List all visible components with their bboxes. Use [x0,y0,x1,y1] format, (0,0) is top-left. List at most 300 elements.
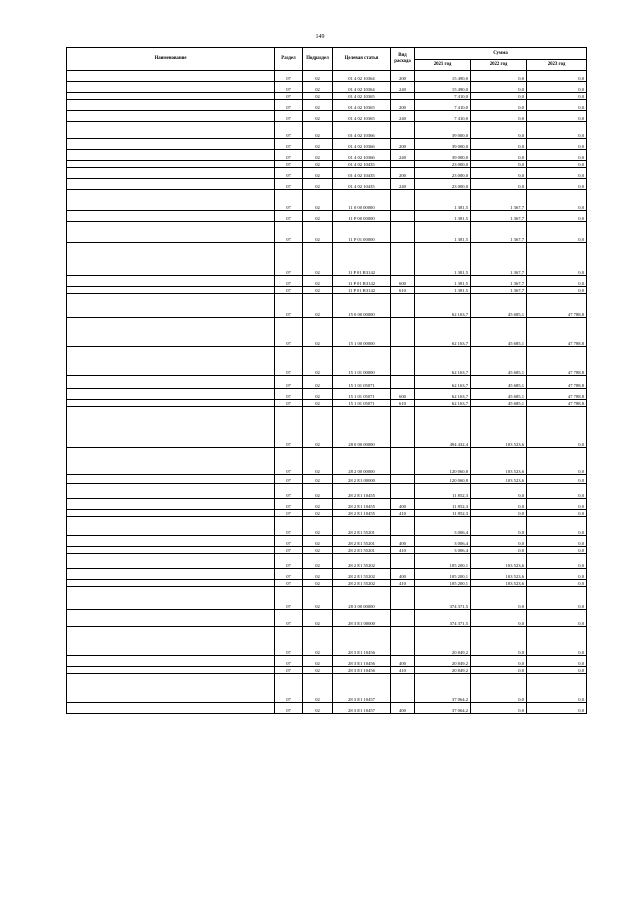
cell-amount-2023: 0,0 [527,222,587,243]
cell-amount-2023: 0,0 [527,554,587,569]
cell-expense-kind [391,376,415,389]
cell-amount-2022: 0,0 [471,587,527,610]
cell-amount-2021: 37 064,2 [415,674,471,703]
cell-target-item: 15 1 01 00000 [333,347,391,376]
cell-name [67,536,275,547]
cell-name [67,569,275,580]
cell-amount-2023: 0,0 [527,161,587,168]
header-amount: Сумма [415,48,587,60]
table-row [67,517,587,536]
cell-target-item: 28 3 00 00000 [333,587,391,610]
table-row [67,499,587,510]
cell-expense-kind [391,294,415,318]
cell-subsection: 02 [303,100,333,111]
table-row [67,93,587,100]
cell-section: 07 [275,347,303,376]
cell-section: 07 [275,587,303,610]
table-row [67,569,587,580]
cell-amount-2022: 0,0 [471,499,527,510]
cell-subsection: 02 [303,536,333,547]
cell-name [67,627,275,656]
cell-amount-2022: 0,0 [471,161,527,168]
cell-subsection: 02 [303,318,333,347]
cell-name [67,484,275,499]
cell-amount-2022: 103 523,6 [471,448,527,475]
cell-amount-2021: 1 381,5 [415,276,471,287]
cell-section: 07 [275,276,303,287]
cell-amount-2023: 0,0 [527,587,587,610]
cell-amount-2023: 0,0 [527,150,587,161]
cell-subsection: 02 [303,656,333,667]
cell-amount-2022: 0,0 [471,93,527,100]
cell-section: 07 [275,168,303,179]
cell-name [67,448,275,475]
cell-expense-kind [391,243,415,276]
table-row [67,347,587,376]
budget-table [66,47,587,714]
table-row [67,475,587,484]
cell-amount-2021: 62 163,7 [415,400,471,407]
cell-subsection: 02 [303,222,333,243]
cell-name [67,179,275,190]
cell-amount-2022: 45 685,1 [471,347,527,376]
cell-amount-2021: 20 849,2 [415,667,471,674]
cell-subsection: 02 [303,580,333,587]
cell-amount-2021: 1 381,5 [415,190,471,211]
cell-subsection: 02 [303,168,333,179]
cell-amount-2022: 0,0 [471,179,527,190]
cell-amount-2022: 0,0 [471,168,527,179]
cell-amount-2023: 47 788,8 [527,294,587,318]
cell-name [67,667,275,674]
cell-amount-2021: 62 163,7 [415,376,471,389]
cell-target-item: 01 4 02 10364 [333,71,391,82]
cell-expense-kind: 400 [391,536,415,547]
cell-amount-2021: 7 410,0 [415,93,471,100]
table-row [67,448,587,475]
cell-target-item: 01 4 02 10435 [333,179,391,190]
cell-target-item: 28 3 E1 10457 [333,703,391,714]
table-row [67,100,587,111]
cell-section: 07 [275,610,303,627]
cell-section: 07 [275,122,303,139]
cell-amount-2021: 39 000,0 [415,139,471,150]
cell-target-item: 28 0 00 00000 [333,407,391,448]
header-subsection: Подраздел [303,48,333,71]
cell-subsection: 02 [303,448,333,475]
cell-subsection: 02 [303,389,333,400]
cell-subsection: 02 [303,569,333,580]
cell-expense-kind [391,610,415,627]
table-row [67,222,587,243]
cell-amount-2022: 0,0 [471,82,527,93]
table-row [67,610,587,627]
cell-amount-2022: 45 685,1 [471,294,527,318]
cell-amount-2021: 1 381,5 [415,222,471,243]
cell-name [67,243,275,276]
table-row [67,161,587,168]
cell-subsection: 02 [303,211,333,222]
cell-target-item: 11 P 01 00000 [333,222,391,243]
cell-amount-2021: 20 849,2 [415,656,471,667]
cell-name [67,111,275,122]
cell-amount-2023: 0,0 [527,71,587,82]
cell-expense-kind [391,190,415,211]
cell-amount-2022: 1 367,7 [471,243,527,276]
cell-name [67,150,275,161]
cell-name [67,276,275,287]
cell-target-item: 15 1 01 05071 [333,400,391,407]
table-row [67,407,587,448]
cell-expense-kind [391,517,415,536]
cell-subsection: 02 [303,610,333,627]
cell-amount-2021: 374 371,5 [415,587,471,610]
cell-amount-2022: 0,0 [471,139,527,150]
table-row [67,150,587,161]
cell-target-item: 01 4 02 10365 [333,93,391,100]
cell-amount-2022: 1 367,7 [471,276,527,287]
cell-amount-2023: 0,0 [527,667,587,674]
cell-subsection: 02 [303,627,333,656]
cell-amount-2023: 47 788,8 [527,400,587,407]
cell-amount-2023: 0,0 [527,536,587,547]
cell-section: 07 [275,82,303,93]
cell-target-item: 28 2 E1 55202 [333,554,391,569]
cell-section: 07 [275,294,303,318]
table-row [67,547,587,554]
cell-target-item: 11 P 00 00000 [333,211,391,222]
cell-amount-2023: 47 788,8 [527,389,587,400]
cell-subsection: 02 [303,294,333,318]
cell-name [67,139,275,150]
cell-amount-2022: 45 685,1 [471,389,527,400]
cell-amount-2021: 11 852,3 [415,484,471,499]
cell-amount-2023: 0,0 [527,703,587,714]
cell-amount-2022: 45 685,1 [471,376,527,389]
cell-amount-2021: 120 060,8 [415,448,471,475]
cell-target-item: 28 2 00 00000 [333,448,391,475]
cell-amount-2021: 23 000,0 [415,161,471,168]
cell-amount-2021: 3 006,4 [415,547,471,554]
cell-section: 07 [275,400,303,407]
cell-amount-2022: 0,0 [471,484,527,499]
cell-subsection: 02 [303,190,333,211]
cell-amount-2023: 0,0 [527,243,587,276]
cell-section: 07 [275,243,303,276]
table-row [67,587,587,610]
cell-name [67,517,275,536]
cell-expense-kind [391,222,415,243]
cell-amount-2021: 62 163,7 [415,347,471,376]
cell-amount-2023: 0,0 [527,276,587,287]
cell-amount-2022: 0,0 [471,150,527,161]
cell-amount-2022: 0,0 [471,122,527,139]
cell-amount-2022: 1 367,7 [471,211,527,222]
cell-subsection: 02 [303,376,333,389]
table-row [67,674,587,703]
table-row [67,536,587,547]
cell-amount-2023: 0,0 [527,610,587,627]
cell-target-item: 01 4 02 10435 [333,168,391,179]
cell-amount-2023: 0,0 [527,627,587,656]
cell-expense-kind: 200 [391,100,415,111]
cell-amount-2021: 15 490,0 [415,82,471,93]
cell-amount-2021: 23 000,0 [415,179,471,190]
cell-subsection: 02 [303,587,333,610]
cell-section: 07 [275,318,303,347]
cell-subsection: 02 [303,139,333,150]
cell-target-item: 28 2 E1 55201 [333,547,391,554]
cell-section: 07 [275,536,303,547]
cell-expense-kind: 400 [391,703,415,714]
table-row [67,139,587,150]
cell-expense-kind: 240 [391,179,415,190]
header-section: Раздел [275,48,303,71]
cell-amount-2022: 103 523,6 [471,475,527,484]
cell-section: 07 [275,547,303,554]
cell-expense-kind: 600 [391,389,415,400]
cell-expense-kind: 240 [391,82,415,93]
cell-name [67,407,275,448]
cell-target-item: 28 2 E1 55201 [333,517,391,536]
cell-target-item: 15 1 01 05071 [333,376,391,389]
cell-subsection: 02 [303,499,333,510]
cell-expense-kind: 240 [391,150,415,161]
cell-target-item: 11 0 00 00000 [333,190,391,211]
cell-expense-kind: 400 [391,569,415,580]
cell-amount-2023: 0,0 [527,547,587,554]
cell-amount-2022: 0,0 [471,71,527,82]
cell-section: 07 [275,93,303,100]
cell-expense-kind [391,448,415,475]
cell-amount-2022: 103 523,6 [471,407,527,448]
cell-name [67,122,275,139]
cell-subsection: 02 [303,150,333,161]
header-year-2023: 2023 год [527,60,587,71]
cell-section: 07 [275,569,303,580]
cell-amount-2022: 0,0 [471,100,527,111]
cell-section: 07 [275,389,303,400]
cell-name [67,294,275,318]
cell-amount-2021: 1 381,5 [415,211,471,222]
cell-subsection: 02 [303,93,333,100]
cell-amount-2023: 0,0 [527,407,587,448]
cell-expense-kind [391,484,415,499]
cell-target-item: 28 3 E1 10456 [333,656,391,667]
cell-section: 07 [275,287,303,294]
cell-section: 07 [275,211,303,222]
cell-amount-2023: 0,0 [527,656,587,667]
cell-section: 07 [275,475,303,484]
cell-subsection: 02 [303,276,333,287]
cell-expense-kind [391,93,415,100]
cell-amount-2023: 0,0 [527,93,587,100]
cell-section: 07 [275,510,303,517]
table-row [67,376,587,389]
cell-amount-2021: 1 381,5 [415,243,471,276]
cell-amount-2022: 0,0 [471,656,527,667]
cell-amount-2022: 0,0 [471,111,527,122]
cell-name [67,287,275,294]
cell-amount-2021: 7 410,0 [415,100,471,111]
cell-subsection: 02 [303,71,333,82]
cell-amount-2021: 7 410,0 [415,111,471,122]
cell-amount-2022: 1 367,7 [471,222,527,243]
cell-target-item: 11 P 01 R3142 [333,243,391,276]
cell-target-item: 28 2 E1 00000 [333,475,391,484]
cell-expense-kind: 410 [391,510,415,517]
table-row [67,656,587,667]
cell-name [67,610,275,627]
cell-target-item: 11 P 01 R3142 [333,276,391,287]
cell-amount-2021: 62 163,7 [415,294,471,318]
header-year-2022: 2022 год [471,60,527,71]
cell-target-item: 28 3 E1 10456 [333,667,391,674]
cell-subsection: 02 [303,122,333,139]
cell-target-item: 28 2 E1 10455 [333,484,391,499]
cell-amount-2021: 374 371,5 [415,610,471,627]
table-row [67,82,587,93]
cell-subsection: 02 [303,179,333,190]
cell-expense-kind: 600 [391,276,415,287]
cell-amount-2021: 1 381,5 [415,287,471,294]
cell-amount-2022: 1 367,7 [471,190,527,211]
cell-amount-2022: 103 523,6 [471,580,527,587]
cell-name [67,222,275,243]
cell-name [67,587,275,610]
cell-amount-2022: 0,0 [471,517,527,536]
table-row [67,294,587,318]
cell-name [67,100,275,111]
cell-target-item: 01 4 02 10366 [333,150,391,161]
cell-amount-2021: 39 000,0 [415,150,471,161]
cell-expense-kind: 410 [391,667,415,674]
cell-expense-kind: 200 [391,168,415,179]
cell-amount-2022: 0,0 [471,674,527,703]
cell-amount-2023: 0,0 [527,499,587,510]
cell-name [67,510,275,517]
cell-amount-2023: 47 788,8 [527,376,587,389]
cell-name [67,168,275,179]
cell-target-item: 15 1 00 00000 [333,318,391,347]
cell-section: 07 [275,499,303,510]
cell-target-item: 28 2 E1 10455 [333,510,391,517]
cell-name [67,161,275,168]
cell-section: 07 [275,179,303,190]
cell-subsection: 02 [303,517,333,536]
table-row [67,122,587,139]
cell-section: 07 [275,656,303,667]
cell-amount-2023: 0,0 [527,179,587,190]
table-row [67,510,587,517]
cell-expense-kind [391,475,415,484]
cell-expense-kind [391,347,415,376]
cell-section: 07 [275,190,303,211]
cell-subsection: 02 [303,400,333,407]
cell-section: 07 [275,100,303,111]
cell-amount-2022: 0,0 [471,547,527,554]
cell-name [67,554,275,569]
table-row [67,627,587,656]
cell-expense-kind: 400 [391,656,415,667]
cell-target-item: 01 4 02 10435 [333,161,391,168]
page-number: 149 [315,34,325,40]
cell-target-item: 11 P 01 R3142 [333,287,391,294]
cell-amount-2023: 0,0 [527,100,587,111]
table-row [67,703,587,714]
cell-name [67,499,275,510]
cell-expense-kind [391,674,415,703]
cell-amount-2023: 0,0 [527,111,587,122]
cell-amount-2023: 0,0 [527,484,587,499]
cell-amount-2021: 11 852,3 [415,499,471,510]
table-body [67,71,587,714]
cell-expense-kind [391,407,415,448]
cell-expense-kind [391,211,415,222]
table-row [67,211,587,222]
cell-section: 07 [275,448,303,475]
cell-section: 07 [275,407,303,448]
table-row [67,318,587,347]
cell-amount-2022: 0,0 [471,667,527,674]
cell-amount-2023: 0,0 [527,517,587,536]
cell-section: 07 [275,627,303,656]
table-row [67,179,587,190]
cell-amount-2021: 37 064,2 [415,703,471,714]
cell-section: 07 [275,703,303,714]
cell-section: 07 [275,674,303,703]
cell-target-item: 01 4 02 10365 [333,111,391,122]
cell-section: 07 [275,517,303,536]
cell-amount-2023: 47 788,8 [527,347,587,376]
table-row [67,554,587,569]
cell-amount-2023: 0,0 [527,122,587,139]
cell-amount-2022: 0,0 [471,610,527,627]
cell-amount-2022: 103 523,6 [471,569,527,580]
cell-section: 07 [275,161,303,168]
cell-amount-2023: 0,0 [527,448,587,475]
cell-amount-2021: 11 852,3 [415,510,471,517]
cell-target-item: 01 4 02 10364 [333,82,391,93]
cell-name [67,71,275,82]
table-row [67,400,587,407]
table-row [67,667,587,674]
cell-subsection: 02 [303,243,333,276]
table-row [67,287,587,294]
cell-target-item: 28 3 E1 10457 [333,674,391,703]
cell-target-item: 15 1 01 05071 [333,389,391,400]
cell-section: 07 [275,667,303,674]
cell-expense-kind: 410 [391,547,415,554]
table-header [67,48,587,71]
cell-amount-2023: 47 788,8 [527,318,587,347]
cell-subsection: 02 [303,287,333,294]
cell-name [67,318,275,347]
cell-expense-kind: 200 [391,139,415,150]
header-name: Наименование [67,48,275,71]
cell-amount-2021: 494 432,4 [415,407,471,448]
cell-target-item: 01 4 02 10366 [333,122,391,139]
table-row [67,580,587,587]
cell-expense-kind [391,587,415,610]
cell-expense-kind [391,318,415,347]
cell-amount-2021: 105 200,1 [415,580,471,587]
cell-target-item: 15 0 00 00000 [333,294,391,318]
cell-amount-2022: 45 685,1 [471,400,527,407]
cell-section: 07 [275,111,303,122]
cell-expense-kind: 410 [391,580,415,587]
cell-amount-2023: 0,0 [527,139,587,150]
